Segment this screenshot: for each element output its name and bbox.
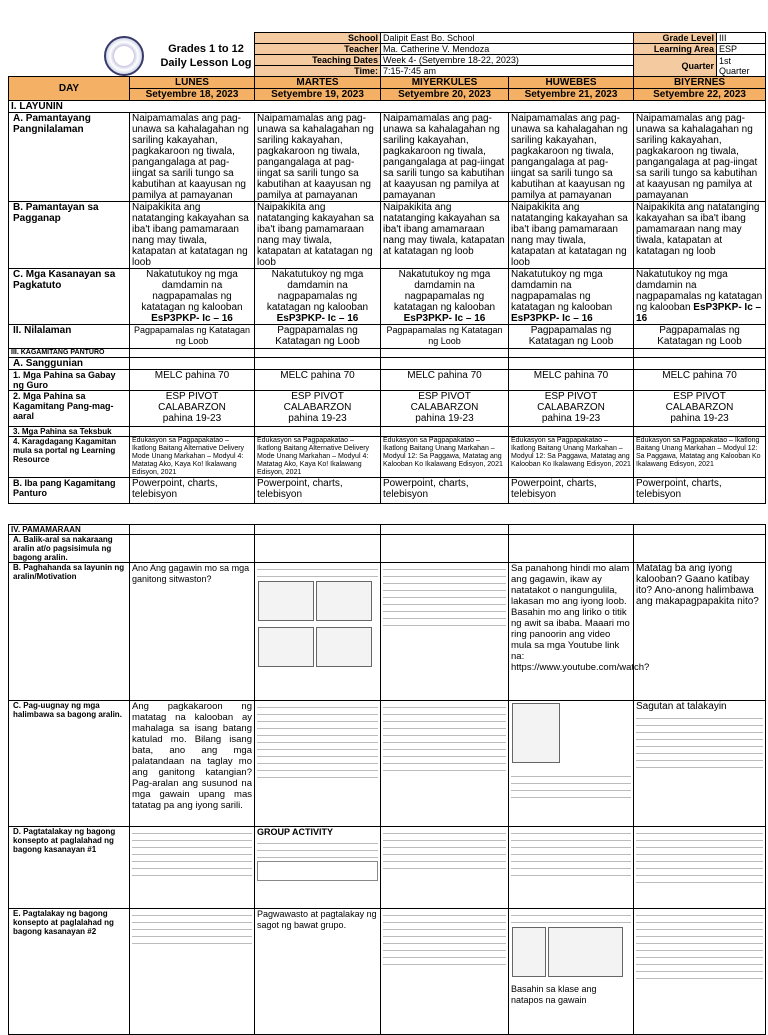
iba-mon: Powerpoint, charts, telebisyon (130, 478, 255, 504)
pagganap-thu: Naipakikita ang natatanging kakayahan sa iba't ibang pamamaraan nang may tiwala, katapatan at katatagan ng loob (509, 202, 634, 269)
pamantayan-sa-pagganap-label: B. Pamantayan sa Pagganap (9, 202, 130, 269)
worksheet-image (511, 911, 631, 984)
teaching-dates-value: Week 4- (Setyembre 18-22, 2023) (381, 55, 634, 66)
pag-uugnay-wed-worksheet (381, 701, 509, 827)
pivot-wed (381, 391, 509, 427)
motivation-mon: Ano Ang gagawin mo sa mga ganitong sitwaston? (130, 563, 255, 701)
pagganap-fri: Naipakikita ang natatanging kakayahan sa iba't ibang pamamaraan nang may tiwala, katapatan at katatagan ng loob (634, 202, 766, 269)
pivot-thu (509, 391, 634, 427)
grade-level-label: Grade Level (634, 33, 717, 43)
iba-wed: Powerpoint, charts, telebisyon (381, 478, 509, 504)
pagtatalakay-2-tue: Pagwawasto at pagtalakay ng sagot ng bawat grupo. (255, 909, 381, 1035)
pagtatalakay-2-label: E. Pagtalakay ng bagong konsepto at paglalahad ng bagong kasanayan #2 (9, 909, 130, 1035)
date-mon: Setyembre 18, 2023 (130, 89, 255, 101)
nilalaman-thu: Pagpapamalas ng Katatagan ng Loob (509, 325, 634, 349)
pivot-line-1: ESP PIVOT (165, 391, 219, 402)
day-header: DAY (9, 77, 130, 101)
time-label: Time: (255, 66, 381, 77)
paghahanda-label: B. Paghahanda sa layunin ng aralin/Motivation (9, 563, 130, 701)
pag-uugnay-label: C. Pag-uugnay ng mga halimbawa sa bagong aralin. (9, 701, 130, 827)
worksheet-image (132, 911, 252, 944)
sanggunian-label: A. Sanggunian (9, 358, 130, 370)
kasanayan-mon (130, 269, 255, 325)
date-fri: Setyembre 22, 2023 (634, 89, 766, 101)
nilalaman-fri: Pagpapamalas ng Katatagan ng Loob (634, 325, 766, 349)
balik-aral-label: A. Balik-aral sa nakaraang aralin at/o pagsisimula ng bagong aralin. (9, 535, 130, 563)
lr-portal-thu: Edukasyon sa Pagpapakatao – Ikatlong Baitang Unang Markahan – Modyul 12: Sa Paggawa, Matatag ang Kalooban Ko Ikalawang Edisyon, 2021 (509, 437, 634, 478)
kasanayan-code: EsP3PKP- Ic – 16 (151, 313, 233, 324)
teacher-label: Teacher (255, 44, 381, 55)
pagtatalakay-2-mon (130, 909, 255, 1035)
pivot-line-3: pahina 19-23 (162, 413, 222, 424)
pag-uugnay-mon: Ang pagkakaroon ng matatag na kalooban ay mahalaga sa isang batang katulad mo. Bilang isang bata, ano ang mga palatandaan na taglay mo ang ganitong katangian? Pag-aralan ang susunod na mga gawain upang mas tatatag pa ang iyong sarili. (130, 701, 255, 827)
day-name-wed: MIYERKULES (381, 77, 509, 89)
worksheet-image (383, 703, 506, 771)
gabay-mon: MELC pahina 70 (130, 370, 255, 391)
pagtatalakay-1-fri (634, 827, 766, 909)
sagutan-text: Sagutan at talakayin (636, 701, 727, 712)
pivot-line-3: pahina 19-23 (415, 413, 474, 424)
pivot-line-2: CALABARZON (158, 402, 226, 413)
teacher-value: Ma. Catherine V. Mendoza (381, 44, 634, 55)
time-value: 7:15-7:45 am (381, 66, 634, 77)
title-line-1: Grades 1 to 12 (168, 43, 244, 55)
date-thu: Setyembre 21, 2023 (509, 89, 634, 101)
worksheet-image (511, 829, 631, 876)
iba-fri: Powerpoint, charts, telebisyon (634, 478, 766, 504)
pangnilalaman-thu: Naipamamalas ang pag-unawa sa kahalagahan ng sariling kakayahan, pagkakaroon ng tiwala, pangangalaga at pag-iingat sa sarili tungo sa kabutihan at kaayusan ng pamilya at pamayanan (509, 113, 634, 202)
pangnilalaman-tue: Naipamamalas ang pag-unawa sa kahalagahan ng sariling kakayahan, pagkakaroon ng tiwala, pangangalaga at pag-iingat sa sarili tungo sa kabutihan at kaayusan ng pamilya at pamayanan (255, 113, 381, 202)
kasanayan-thu (509, 269, 634, 325)
worksheet-image (636, 911, 763, 979)
pag-uugnay-fri (634, 701, 766, 827)
pag-uugnay-tue-worksheet (255, 701, 381, 827)
worksheet-image (383, 911, 506, 965)
worksheet-image (511, 701, 631, 798)
pagtatalakay-1-wed (381, 827, 509, 909)
kasanayan-fri (634, 269, 766, 325)
quarter-label: Quarter (634, 55, 717, 76)
kagamitang-pang-mag-aaral-label: 2. Mga Pahina sa Kagamitang Pang-mag-aaral (9, 391, 130, 427)
pivot-line-1: ESP PIVOT (544, 391, 598, 402)
group-activity-title: GROUP ACTIVITY (257, 827, 334, 837)
day-name-tue: MARTES (255, 77, 381, 89)
iba-tue: Powerpoint, charts, telebisyon (255, 478, 381, 504)
gabay-wed: MELC pahina 70 (381, 370, 509, 391)
pivot-mon (130, 391, 255, 427)
motivation-wed-worksheet (381, 563, 509, 701)
worksheet-image (636, 829, 763, 883)
worksheet-image (636, 714, 763, 768)
worksheet-image (132, 829, 252, 876)
kasanayan-code: EsP3PKP- Ic – 16 (511, 313, 593, 324)
pagtatalakay-1-tue (255, 827, 381, 909)
kasanayan-code: EsP3PKP- Ic – 16 (276, 313, 359, 324)
pivot-line-1: ESP PIVOT (673, 391, 726, 402)
teksbuk-label: 3. Mga Pahina sa Teksbuk (9, 427, 130, 437)
date-tue: Setyembre 19, 2023 (255, 89, 381, 101)
lesson-log-table (8, 32, 766, 504)
title-line-2: Daily Lesson Log (160, 57, 252, 69)
kasanayan-text: Nakatutukoy ng mga damdamin na nagpapamalas ng katatagan ng kalooban (266, 269, 369, 313)
pivot-line-1: ESP PIVOT (418, 391, 471, 402)
pangnilalaman-mon: Naipamamalas ang pag-unawa sa kahalagahan ng sariling kakayahan, pagkakaroon ng tiwala, pangangalaga at pag-iingat sa sarili tungo sa kabutihan at kaayusan ng pamilya at pamayanan (130, 113, 255, 202)
pag-uugnay-thu-worksheet (509, 701, 634, 827)
lr-portal-tue: Edukasyon sa Pagpapakatao – Ikatlong Baitang Alternative Delivery Mode Unang Markahan – Modyul 4: Matatag Ako, Kaya Ko! Ikalawang Edisyon, 2021 (255, 437, 381, 478)
motivation-tue-worksheet (255, 563, 381, 701)
kasanayan-text: Nakatutukoy ng mga damdamin na nagpapamalas ng katatagan ng kalooban (511, 269, 613, 313)
pagtatalakay-2-thu (509, 909, 634, 1035)
school-label: School (255, 33, 381, 44)
kasanayan-text: Nakatutukoy ng mga damdamin na nagpapamalas ng katatagan ng kalooban (141, 269, 243, 313)
kasanayan-sa-pagkatuto-label: C. Mga Kasanayan sa Pagkatuto (9, 269, 130, 325)
pangnilalaman-fri: Naipamamalas ang pag-unawa sa kahalagahan ng sariling kakayahan, pagkakaroon ng tiwala, pangangalaga at pag-iingat sa sarili tungo sa kabutihan at kaayusan ng pamilya at pamayanan (634, 113, 766, 202)
pamantayang-pangnilalaman-label: A. Pamantayang Pangnilalaman (9, 113, 130, 202)
lr-portal-mon: Edukasyon sa Pagpapakatao – Ikatlong Baitang Alternative Delivery Mode Unang Markahan – Modyul 4: Matatag Ako, Kaya Ko! Ikalawang Edisyon, 2021 (130, 437, 255, 478)
worksheet-image (257, 565, 378, 671)
grade-level-value: III (719, 33, 727, 43)
gabay-tue: MELC pahina 70 (255, 370, 381, 391)
date-wed: Setyembre 20, 2023 (381, 89, 509, 101)
kasanayan-code: EsP3PKP- Ic – 16 (403, 313, 486, 324)
nilalaman-wed: Pagpapamalas ng Katatagan ng Loob (381, 325, 509, 349)
nilalaman-mon: Pagpapamalas ng Katatagan ng Loob (130, 325, 255, 349)
kasanayan-tue (255, 269, 381, 325)
day-name-fri: BIYERNES (634, 77, 766, 89)
motivation-fri: Matatag ba ang iyong kalooban? Gaano katibay ito? Ano-anong halimbawa ang makapagpapakita nito? (634, 563, 766, 701)
worksheet-image (257, 839, 378, 881)
pagtatalakay-2-wed (381, 909, 509, 1035)
iba-pang-kagamitan-label: B. Iba pang Kagamitang Panturo (9, 478, 130, 504)
kasanayan-wed (381, 269, 509, 325)
layunin-heading: I. LAYUNIN (9, 101, 766, 113)
iba-thu: Powerpoint, charts, telebisyon (509, 478, 634, 504)
pagganap-tue: Naipakikita ang natatanging kakayahan sa iba't ibang pamamaraan nang may tiwala, katapatan at katatagan ng loob (255, 202, 381, 269)
school-value: Dalipit East Bo. School (381, 33, 634, 44)
pivot-line-2: CALABARZON (410, 402, 479, 413)
kagamitan-heading: III. KAGAMITANG PANTURO (9, 349, 130, 358)
pivot-line-3: pahina 19-23 (670, 413, 729, 424)
pagtatalakay-1-thu (509, 827, 634, 909)
lr-portal-wed: Edukasyon sa Pagpapakatao – Ikatlong Baitang Unang Markahan – Modyul 12: Sa Paggawa, Matatag ang Kalooban Ko Ikalawang Edisyon, 2021 (381, 437, 509, 478)
worksheet-image (257, 703, 378, 778)
gabay-thu: MELC pahina 70 (509, 370, 634, 391)
pivot-line-2: CALABARZON (665, 402, 734, 413)
pivot-line-3: pahina 19-23 (541, 413, 601, 424)
pagtatalakay-2-fri (634, 909, 766, 1035)
pagtatalakay-1-mon (130, 827, 255, 909)
day-name-mon: LUNES (130, 77, 255, 89)
worksheet-image (383, 829, 506, 869)
pivot-tue (255, 391, 381, 427)
kasanayan-text: Nakatutukoy ng mga damdamin na nagpapamalas ng katatagan ng kalooban (636, 269, 763, 313)
pivot-fri (634, 391, 766, 427)
learning-area-label: Learning Area (634, 44, 717, 54)
gabay-guro-label: 1. Mga Pahina sa Gabay ng Guro (9, 370, 130, 391)
nilalaman-tue: Pagpapamalas ng Katatagan ng Loob (255, 325, 381, 349)
learning-area-value: ESP (719, 44, 738, 54)
pamamaraan-heading: IV. PAMAMARAAN (9, 525, 130, 535)
karagdagang-kagamitan-label: 4. Karagdagang Kagamitan mula sa portal ng Learning Resource (9, 437, 130, 478)
worksheet-image (383, 565, 506, 626)
pagganap-wed: Naipakikita ang natatanging kakayahan sa iba't ibang amamaraan nang may tiwala, katapatan at katatagan ng loob (381, 202, 509, 269)
nilalaman-label: II. Nilalaman (9, 325, 130, 349)
pivot-line-3: pahina 19-23 (288, 413, 347, 424)
lr-portal-fri: Edukasyon sa Pagpapakatao – Ikatlong Baitang Unang Markahan – Modyul 12: Sa Paggawa, Matatag ang Kalooban Ko Ikalawang Edisyon, 2021 (634, 437, 766, 478)
day-name-thu: HUWEBES (509, 77, 634, 89)
kasanayan-text: Nakatutukoy ng mga damdamin na nagpapamalas ng katatagan ng kalooban (393, 269, 496, 313)
pagtatalakay-1-label: D. Pagtatalakay ng bagong konsepto at paglalahad ng bagong kasanayan #1 (9, 827, 130, 909)
quarter-value: 1st Quarter (719, 55, 750, 76)
pivot-line-2: CALABARZON (283, 402, 352, 413)
pamamaraan-table (8, 524, 766, 1035)
pagganap-mon: Naipakikita ang natatanging kakayahan sa iba't ibang pamamaraan nang may tiwala, katapatan at katatagan ng loob (130, 202, 255, 269)
pivot-line-1: ESP PIVOT (291, 391, 344, 402)
basahin-text: Basahin sa klase ang natapos na gawain (511, 984, 597, 1005)
kasanayan-code: EsP3PKP- Ic – 16 (636, 302, 762, 324)
pangnilalaman-wed: Naipamamalas ang pag-unawa sa kahalagahan ng sariling kakayahan, pagkakaroon ng tiwala, pangangalaga at pag-iingat sa sarili tungo sa kabutihan at kaayusan ng pamilya at pamayanan (381, 113, 509, 202)
gabay-fri: MELC pahina 70 (634, 370, 766, 391)
teaching-dates-label: Teaching Dates (255, 55, 381, 66)
motivation-thu: Sa panahong hindi mo alam ang gagawin, ikaw ay natatakot o nangungulila, lakasan mo ang iyong loob. Basahin mo ang liriko o titik ng awit sa ibaba. Maaari mo ring panoorin ang video mula sa mga Youtube link na: https://www.youtube.com/watch? (509, 563, 634, 701)
pivot-line-2: CALABARZON (537, 402, 605, 413)
